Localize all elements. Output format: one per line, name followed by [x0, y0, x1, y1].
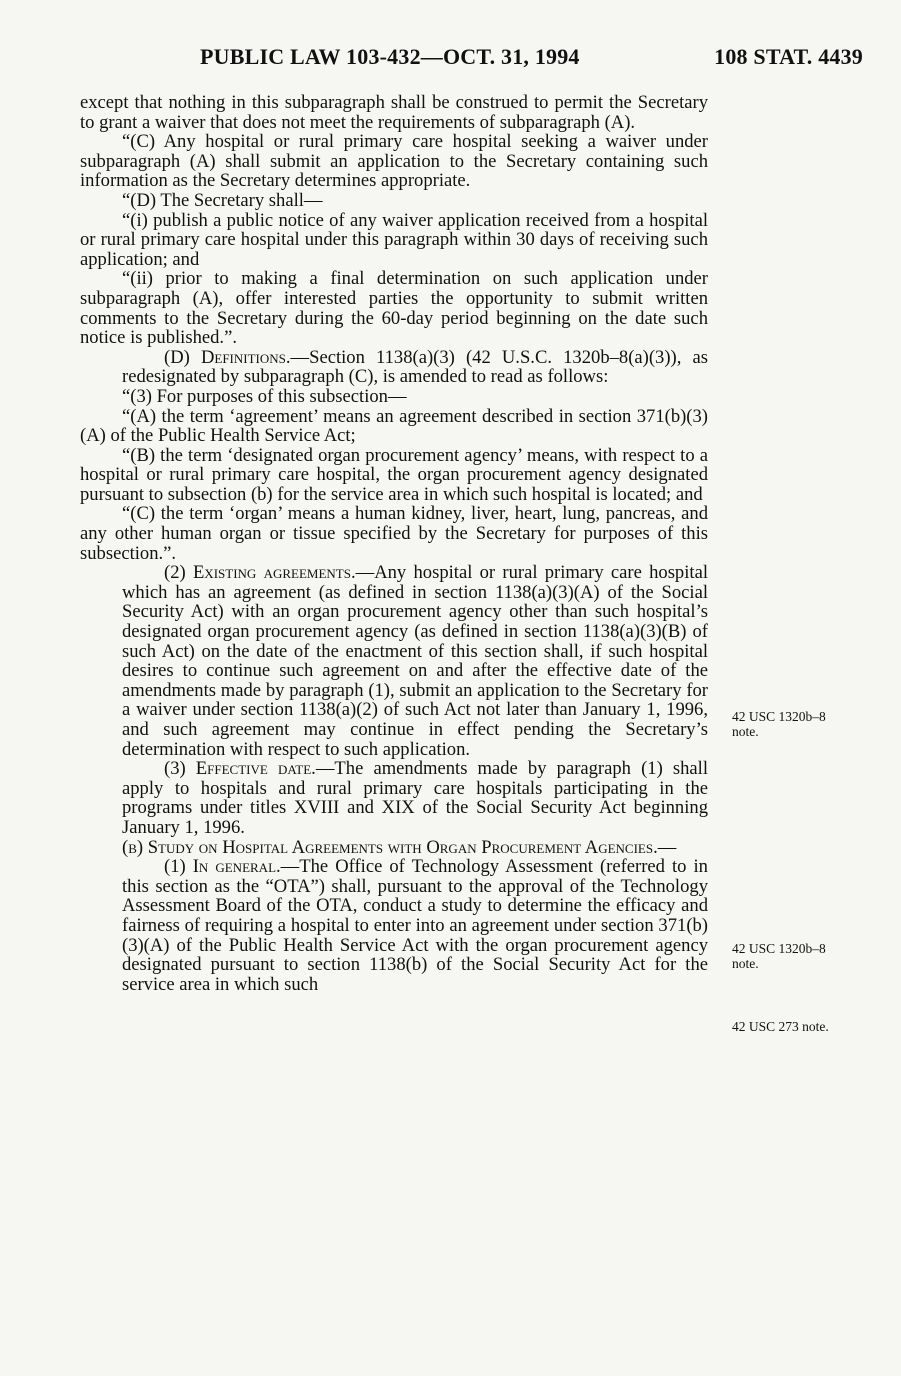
definitions-text: —Section 1138(a)(3) (42 U.S.C. 1320b–8(a)(3)), as redesignated by subparagraph (C), is amended to read as follows:	[122, 346, 708, 388]
section-1-in-general	[80, 857, 708, 994]
existing-agreements-text: —Any hospital or rural primary care hospital which has an agreement (as defined in section 1138(a)(3)(A) of the Social Security Act) with an organ procurement agency other than such hospital’s designated organ procurement agency (as defined in section 1138(a)(3)(B) of such Act) on the date of the enactment of this section shall, if such hospital desires to continue such agreement on and after the effective date of the amendments made by paragraph (1), submit an application to the Secretary for a waiver under section 1138(a)(2) of such Act not later than January 1, 1996, and such agreement may continue in effect pending the Secretary’s determination with respect to such application.	[122, 562, 708, 760]
margin-note-2: 42 USC 1320b–8 note.	[732, 941, 826, 971]
effective-date-heading: (3) Effective date.	[164, 758, 316, 780]
section-b-study	[80, 838, 708, 858]
definition-agreement: “(A) the term ‘agreement’ means an agreement described in section 371(b)(3)(A) of the Public Health Service Act;	[80, 405, 708, 447]
clause-ii-comments: “(ii) prior to making a final determination on such application under subparagraph (A), offer interested parties the opportunity to submit written comments to the Secretary during the 60-day period beginning on the date such notice is published.”.	[80, 268, 708, 349]
definition-designated-agency: “(B) the term ‘designated organ procurement agency’ means, with respect to a hospital or rural primary care hospital, the organ procurement agency designated pursuant to subsection (b) for the service area in which such hospital is located; and	[80, 444, 708, 505]
margin-note-1: 42 USC 1320b–8 note.	[732, 709, 826, 739]
body-text	[80, 93, 708, 994]
running-title: PUBLIC LAW 103-432—OCT. 31, 1994	[200, 44, 580, 69]
paragraph-c-waiver-application: “(C) Any hospital or rural primary care hospital seeking a waiver under subparagraph (A) shall submit an application to the Secretary containing such information as the Secretary determines appropriate.	[80, 131, 708, 192]
section-2-existing-agreements	[80, 563, 708, 759]
margin-note-3: 42 USC 273 note.	[732, 1019, 829, 1034]
section-3-effective-date	[80, 759, 708, 837]
study-heading: (b) Study on Hospital Agreements with Organ Procurement Agencies.	[122, 836, 658, 858]
in-general-heading: (1) In general.	[164, 856, 281, 878]
page-header	[0, 44, 901, 78]
paragraph-continuation: except that nothing in this subparagraph shall be construed to permit the Secretary to grant a waiver that does not meet the requirements of subparagraph (A).	[80, 92, 708, 133]
clause-i-publish-notice: “(i) publish a public notice of any waiver application received from a hospital or rural primary care hospital under this paragraph within 30 days of receiving such application; and	[80, 209, 708, 270]
effective-date-text: —The amendments made by paragraph (1) shall apply to hospitals and rural primary care hospitals participating in the programs under titles XVIII and XIX of the Social Security Act beginning January 1, 1996.	[122, 758, 709, 838]
study-dash: —	[657, 836, 677, 858]
paragraph-d-secretary: “(D) The Secretary shall—	[122, 189, 323, 211]
existing-agreements-heading: (2) Existing agreements.	[164, 562, 356, 584]
subsection-3-purposes: “(3) For purposes of this subsection—	[122, 385, 407, 407]
definitions-heading: (D) Definitions.	[164, 346, 291, 368]
statute-page-number: 108 STAT. 4439	[714, 44, 863, 69]
section-d-definitions	[80, 348, 708, 387]
in-general-text: —The Office of Technology Assessment (referred to in this section as the “OTA”) shall, pursuant to the approval of the Technology Assessment Board of the OTA, conduct a study to determine the efficacy and fairness of requiring a hospital to enter into an agreement under section 371(b)(3)(A) of the Public Health Service Act with the organ procurement agency designated pursuant to section 1138(b) of the Social Security Act for the service area in which such	[122, 856, 708, 995]
definition-organ: “(C) the term ‘organ’ means a human kidney, liver, heart, lung, pancreas, and any other human organ or tissue specified by the Secretary for purposes of this subsection.”.	[80, 503, 708, 564]
